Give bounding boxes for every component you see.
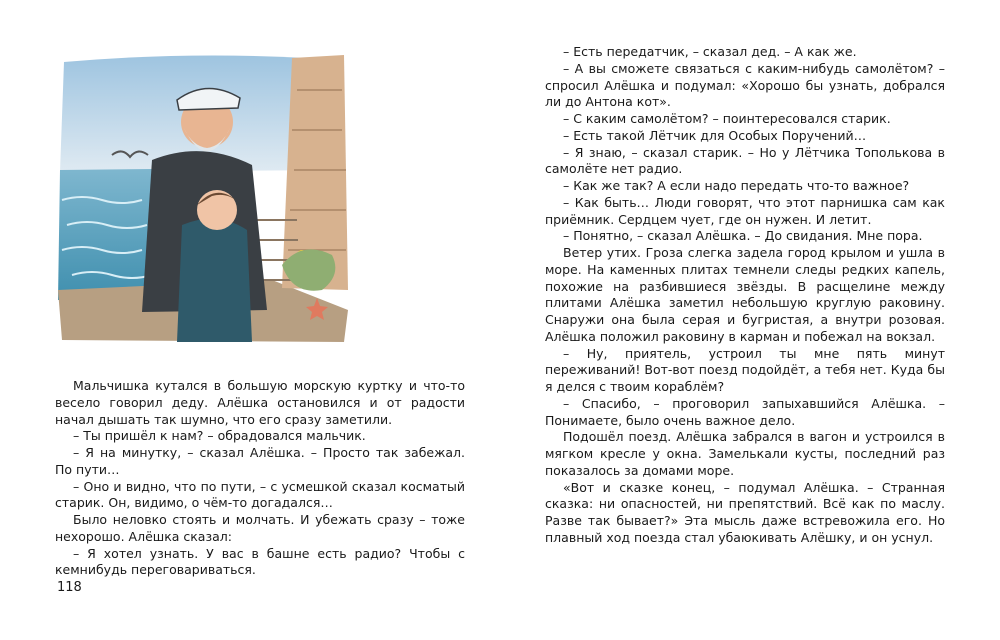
page-number: 118 xyxy=(57,580,82,595)
paragraph: – А вы сможете связаться с каким-нибудь самолётом? – спросил Алёшка и подумал: «Хорошо бы узнать, добрался ли до Антона кот». xyxy=(545,60,945,110)
paragraph: – Ну, приятель, устроил ты мне пять минут переживаний! Вот-вот поезд подойдёт, а тебя нет. Куда бы я делся с твоим кораблём? xyxy=(545,345,945,394)
illustration xyxy=(52,50,350,348)
left-column-text xyxy=(55,378,465,579)
paragraph: – Я знаю, – сказал старик. – Но у Лётчика Тополькова в самолёте нет радио. xyxy=(545,144,945,177)
paragraph: – Как же так? А если надо передать что-то важное? xyxy=(563,178,910,193)
paragraph: – Понятно, – сказал Алёшка. – До свидания. Мне пора. xyxy=(563,228,923,244)
paragraph: Мальчишка кутался в большую морскую куртку и что-то весело говорил деду. Алёшка остановился и от радости начал дышать так шумно, что его сразу заметили. xyxy=(55,378,465,427)
paragraph: Ветер утих. Гроза слегка задела город крылом и ушла в море. На каменных плитах темнели следы редких капель, похожие на разбившиеся звёзды. В расщелине между плитами Алёшка заметил небольшую круглую раковину. Снаружи она была серая и бугристая, а внутри розовая. Алёшка положил раковину в карман и побежал на вокзал. xyxy=(545,245,945,344)
paragraph: – Есть такой Лётчик для Особых Поручений… xyxy=(563,127,867,143)
paragraph: – Ты пришёл к нам? – обрадовался мальчик. xyxy=(73,428,366,444)
paragraph: – Я хотел узнать. У вас в башне есть радио? Чтобы с кемнибудь переговариваться. xyxy=(55,545,465,578)
paragraph: Было неловко стоять и молчать. И убежать сразу – тоже нехорошо. Алёшка сказал: xyxy=(55,512,465,544)
paragraph: – Есть передатчик, – сказал дед. – А как же. xyxy=(563,44,857,59)
paragraph: – С каким самолётом? – поинтересовался старик. xyxy=(563,111,891,126)
paragraph: – Как быть… Люди говорят, что этот парнишка сам как приёмник. Сердцем чует, где он нужен. И летит. xyxy=(545,194,945,227)
boy-coat xyxy=(177,219,252,342)
paragraph: – Я на минутку, – сказал Алёшка. – Просто так забежал. По пути… xyxy=(55,445,465,477)
boy-face xyxy=(197,190,237,230)
paragraph: – Оно и видно, что по пути, – с усмешкой сказал косматый старик. Он, видимо, о чём-то догадался… xyxy=(55,478,465,511)
right-column-text xyxy=(545,44,945,547)
paragraph: Подошёл поезд. Алёшка забрался в вагон и устроился в мягком кресле у окна. Замелькали кусты, последний раз показалось за домами море. xyxy=(545,429,945,478)
paragraph: «Вот и сказке конец, – подумал Алёшка. – Странная сказка: ни опасностей, ни препятствий. Всё как по маслу. Разве так бывает?» Эта мысль даже встревожила его. Но плавный ход поезда стал убаюкивать Алёшку, и он уснул. xyxy=(545,479,945,545)
paragraph: – Спасибо, – проговорил запыхавшийся Алёшка. – Понимаете, было очень важное дело. xyxy=(545,395,945,428)
